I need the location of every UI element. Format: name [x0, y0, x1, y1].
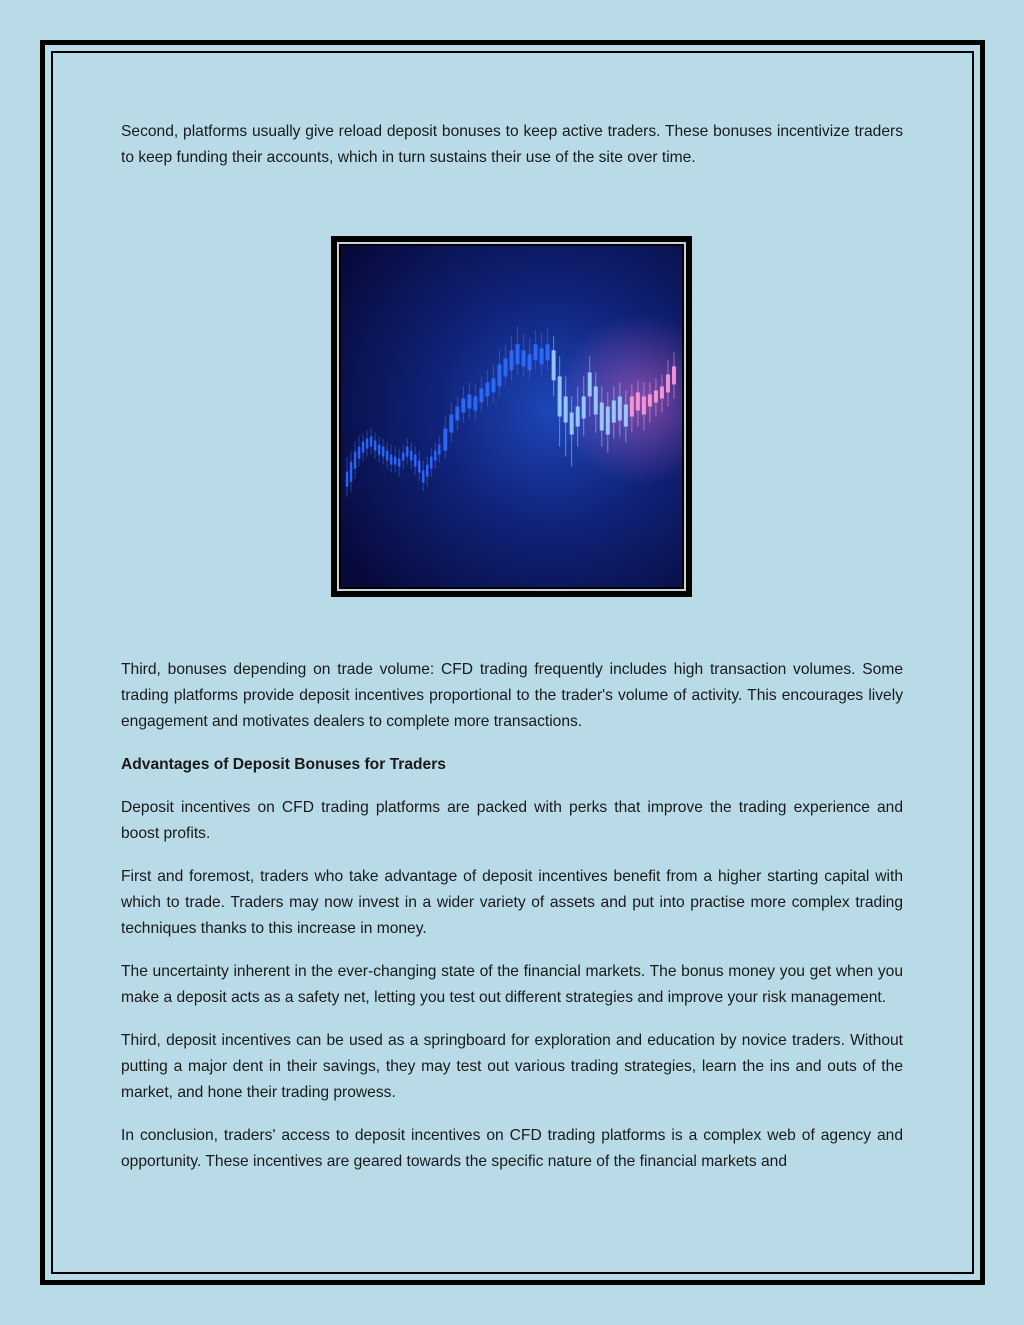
candle-body-35	[509, 350, 513, 370]
candlestick-chart-illustration	[341, 246, 682, 587]
paragraph-safety-net: The uncertainty inherent in the ever-changing state of the financial markets. The bonus money you get when you make a deposit acts as a safety net, letting you test out different strategies and improve your risk management.	[121, 963, 903, 1006]
candle-body-55	[630, 396, 634, 416]
candle-body-41	[546, 344, 550, 360]
candle-body-7	[374, 441, 377, 451]
candle-body-57	[642, 396, 646, 414]
candlestick-image-frame	[331, 236, 692, 597]
paragraph-novice-traders: Third, deposit incentives can be used as a springboard for exploration and education by novice traders. Without putting a major dent in their savings, they may test out various trading strategies, learn the ins and outs of the market, and hone their trading prowess.	[121, 1032, 903, 1101]
candle-body-42	[552, 350, 556, 380]
candle-body-49	[594, 386, 598, 414]
candle-body-10	[386, 451, 389, 461]
candle-body-43	[558, 376, 562, 416]
candle-body-4	[362, 442, 365, 453]
candle-body-58	[648, 394, 652, 406]
candle-body-13	[398, 459, 401, 467]
candle-body-17	[414, 455, 417, 467]
candle-body-37	[522, 350, 526, 366]
paragraph-conclusion: In conclusion, traders' access to deposit incentives on CFD trading platforms is a complex web of agency and opportunity. These incentives are geared towards the specific nature of the financial markets and	[121, 1127, 903, 1170]
candle-body-16	[410, 451, 413, 461]
candle-body-45	[570, 412, 574, 434]
candle-body-38	[528, 354, 532, 370]
candle-body-27	[461, 398, 465, 412]
paragraph-perks: Deposit incentives on CFD trading platforms are packed with perks that improve the trading experience and boost profits.	[121, 799, 903, 842]
candle-body-39	[534, 344, 538, 360]
candle-body-30	[479, 388, 483, 402]
candle-body-62	[672, 366, 676, 384]
candle-body-34	[503, 358, 507, 376]
candle-body-15	[406, 447, 409, 457]
candle-body-0	[346, 472, 349, 487]
candle-body-12	[394, 457, 397, 465]
candle-body-48	[588, 372, 592, 396]
candle-body-53	[618, 396, 622, 420]
candle-body-22	[434, 451, 437, 461]
candle-body-21	[430, 457, 433, 469]
candle-body-14	[402, 453, 405, 461]
candle-body-6	[370, 437, 373, 447]
candle-body-11	[390, 455, 393, 465]
candle-body-20	[426, 465, 429, 477]
candle-body-50	[600, 402, 604, 430]
candle-body-5	[366, 439, 369, 449]
paragraph-starting-capital: First and foremost, traders who take advantage of deposit incentives benefit from a higher starting capital with which to trade. Traders may now invest in a wider variety of assets and put into practise more complex trading techniques thanks to this increase in money.	[121, 868, 903, 937]
paragraph-volume-bonuses: Third, bonuses depending on trade volume: CFD trading frequently includes high transaction volumes. Some trading platforms provide deposit incentives proportional to the trader's volume of activity. This encourages lively engagement and motivates dealers to complete more transactions.	[121, 661, 903, 730]
candle-body-25	[449, 414, 453, 432]
candle-body-51	[606, 406, 610, 434]
candlestick-image-border	[337, 242, 686, 591]
candle-body-2	[354, 452, 357, 469]
candle-body-23	[438, 445, 441, 455]
section-heading: Advantages of Deposit Bonuses for Traders	[121, 756, 446, 773]
candle-body-9	[382, 447, 385, 457]
candle-body-60	[660, 386, 664, 398]
candle-body-46	[576, 406, 580, 426]
candle-body-52	[612, 400, 616, 422]
candle-body-19	[422, 471, 425, 483]
candle-body-36	[516, 344, 520, 364]
document-body	[121, 119, 903, 1192]
candle-body-1	[350, 462, 353, 482]
candle-body-28	[467, 394, 471, 408]
paragraph-reload-bonuses: Second, platforms usually give reload deposit bonuses to keep active traders. These bonuses incentivize traders to keep funding their accounts, which in turn sustains their use of the site over time.	[121, 123, 903, 166]
candle-body-26	[455, 406, 459, 420]
candle-body-29	[473, 396, 477, 410]
candle-body-56	[636, 392, 640, 410]
candle-body-40	[540, 348, 544, 364]
candle-body-59	[654, 390, 658, 402]
candle-body-18	[418, 461, 421, 473]
candle-body-47	[582, 396, 586, 418]
candle-body-8	[378, 445, 381, 455]
candle-body-44	[564, 396, 568, 422]
candle-body-31	[485, 382, 489, 396]
candle-body-24	[443, 429, 447, 451]
candle-body-54	[624, 404, 628, 426]
candle-body-32	[491, 378, 495, 392]
candle-body-33	[497, 364, 501, 386]
figure-container	[121, 236, 903, 597]
candle-body-3	[358, 447, 361, 459]
candle-body-61	[666, 374, 670, 392]
